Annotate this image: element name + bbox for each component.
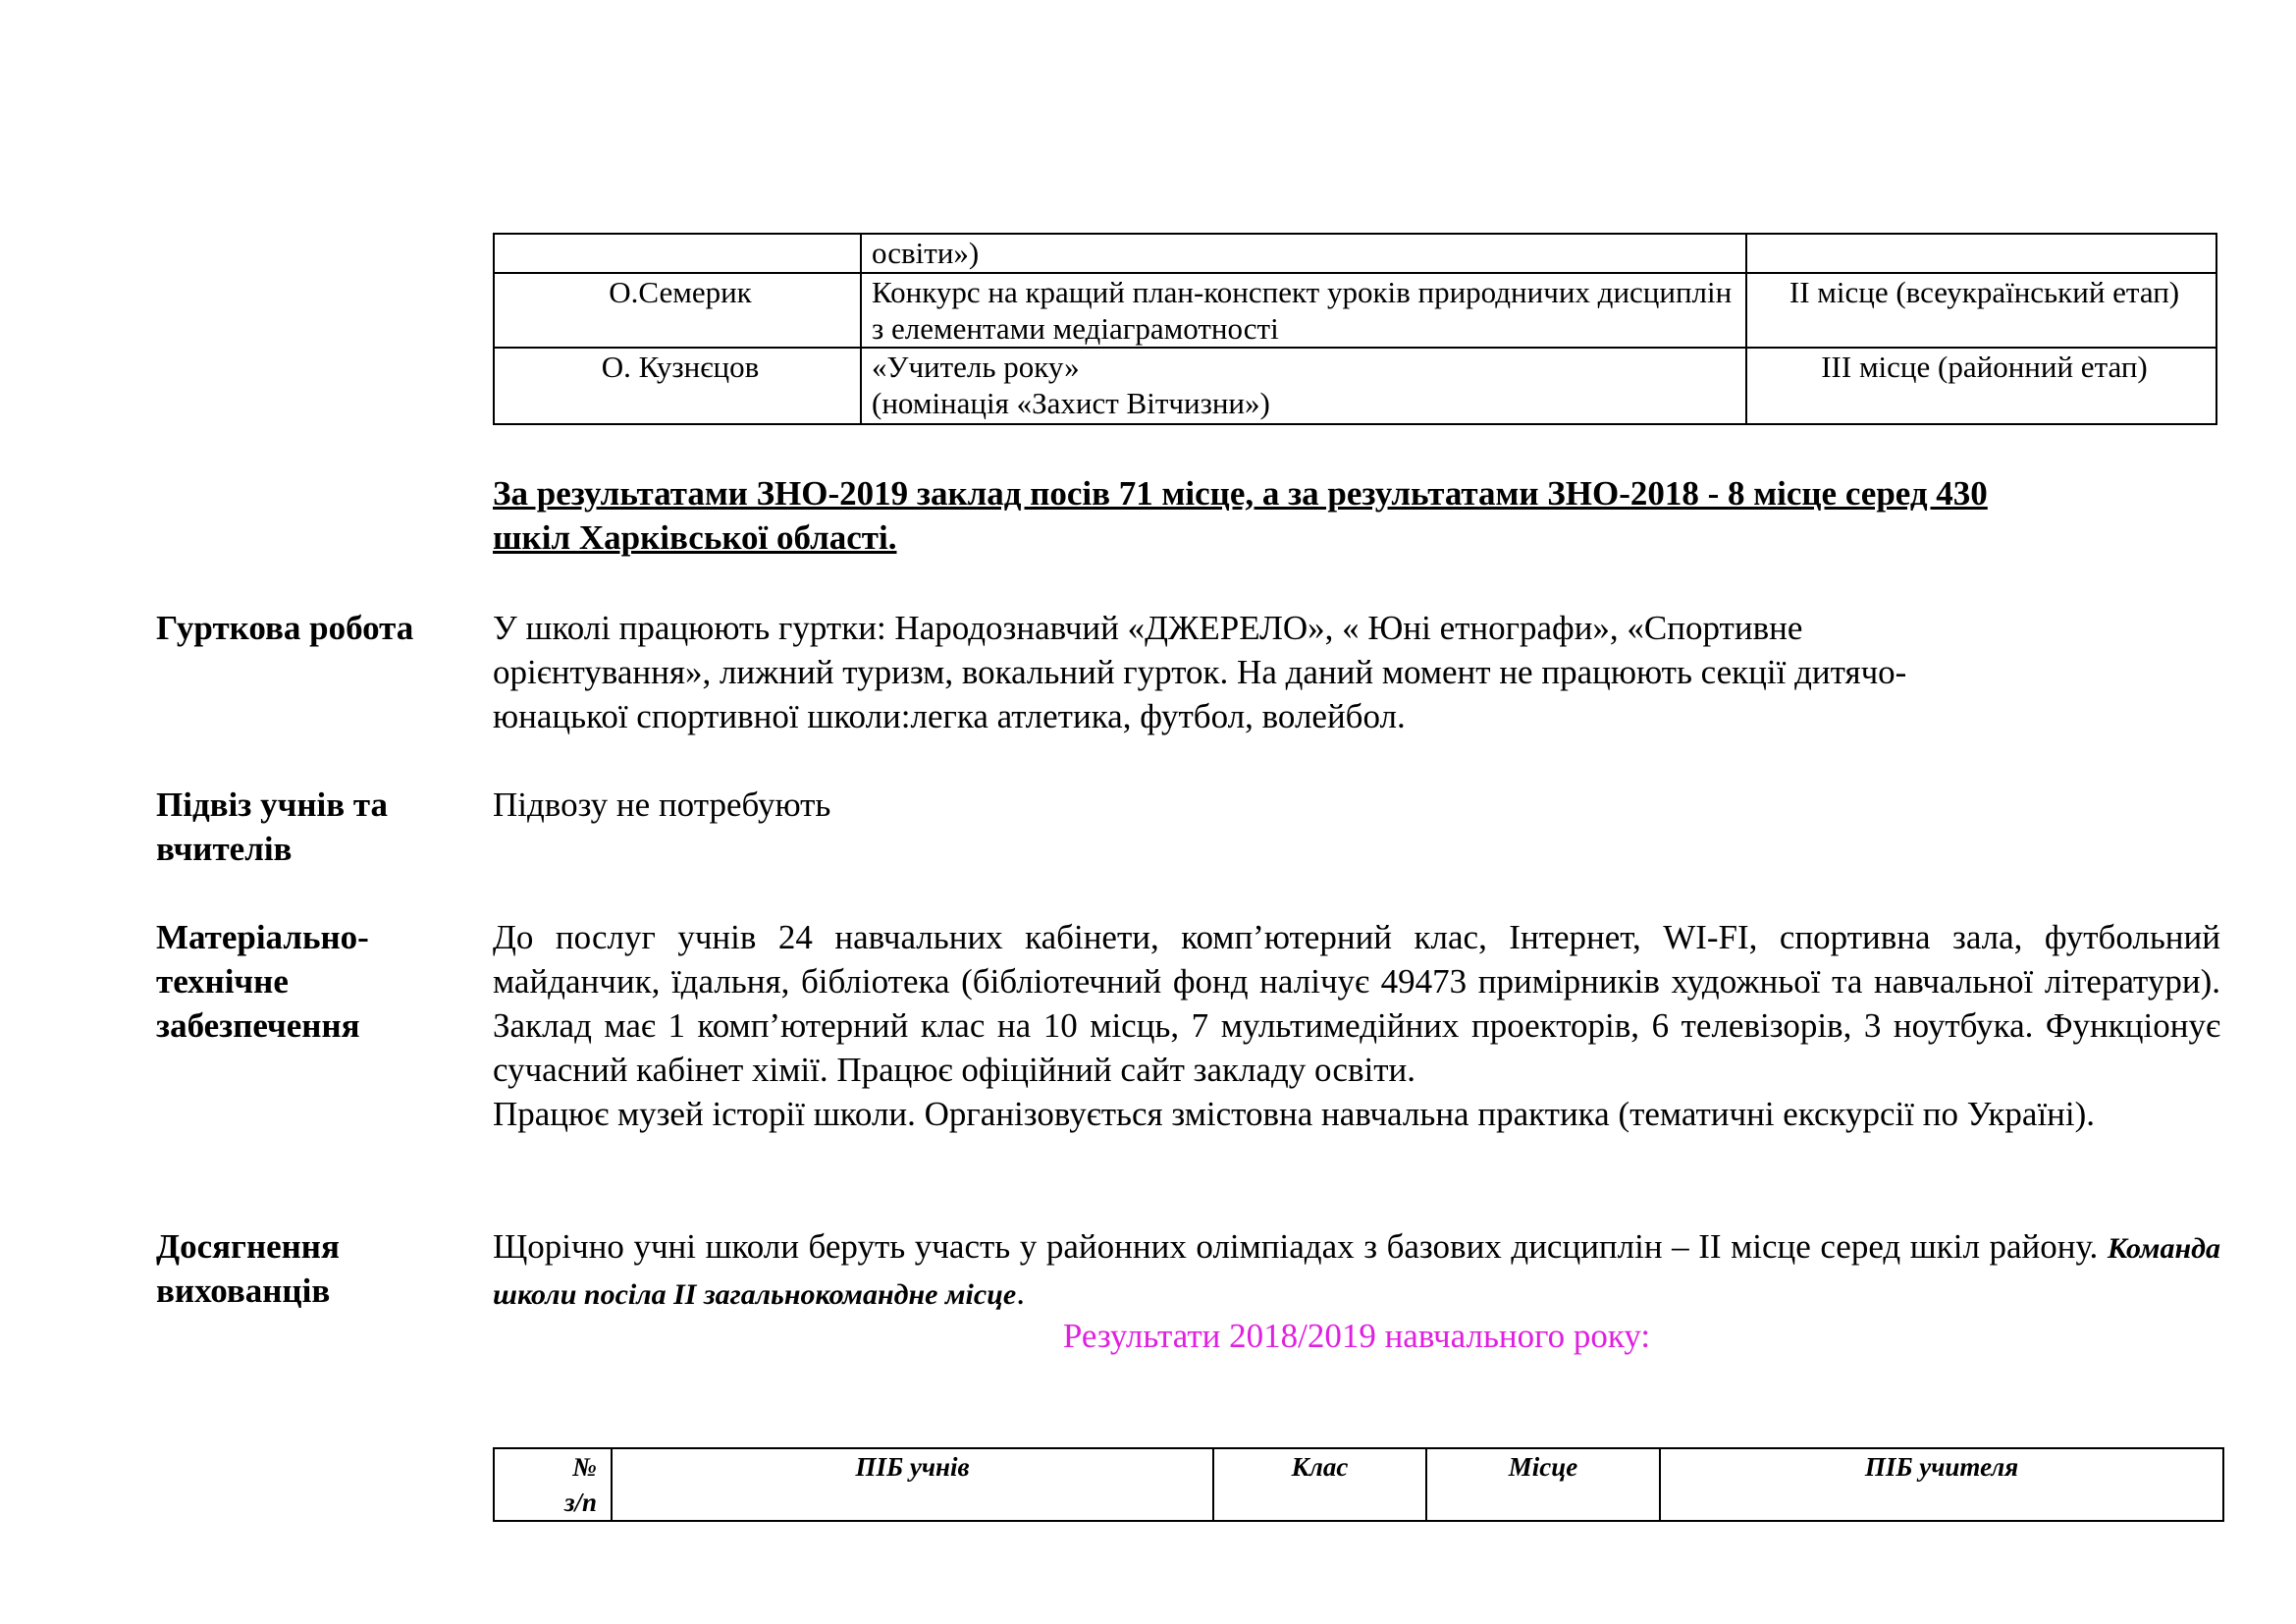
achievements-text: Щорічно учні школи беруть участь у районних олімпіадах з базових дисциплін – II місце серед шкіл району.: [493, 1227, 2108, 1266]
section-text-clubs: [493, 606, 2220, 738]
header-students: ПІБ учнів: [612, 1448, 1213, 1521]
header-num-line: з/п: [563, 1488, 597, 1517]
section-text-transport: Підвозу не потребують: [493, 785, 831, 824]
label-line: вихованців: [156, 1272, 331, 1310]
results-table: [493, 1447, 2224, 1522]
text-line: орієнтування», лижний туризм, вокальний гурток. На даний момент не працюють секції дитячо-: [493, 653, 1907, 691]
paragraph: До послуг учнів 24 навчальних кабінети, комп’ютерний клас, Інтернет, WI-FI, спортивна зала, футбольний майданчик, їдальня, бібліотека (бібліотечний фонд налічує 49473 примірників художньої та навчальної літератури). Заклад має 1 комп’ютерний клас на 10 місць, 7 мультимедійних проекторів, 6 телевізорів, 3 ноутбука. Функціонує сучасний кабінет хімії. Працює офіційний сайт закладу освіти.: [493, 918, 2220, 1089]
section-label-achievements: [156, 1224, 480, 1313]
header-place: Місце: [1426, 1448, 1660, 1521]
achievements-text-end: .: [1016, 1273, 1025, 1312]
label-line: вчителів: [156, 830, 293, 868]
section-label-transport: [156, 783, 480, 871]
section-label-facilities: [156, 915, 480, 1048]
label-line: Досягнення: [156, 1227, 340, 1266]
text-line: У школі працюють гуртки: Народознавчий «ДЖЕРЕЛО», « Юні етнографи», «Спортивне: [493, 609, 1803, 647]
text-line: юнацької спортивної школи:легка атлетика, футбол, волейбол.: [493, 697, 1406, 735]
awards-contest-cell: Конкурс на кращий план-конспект уроків природничих дисциплін з елементами медіаграмотності: [861, 273, 1746, 348]
awards-contest-cell: [861, 348, 1746, 424]
zno-line: шкіл Харківської області.: [493, 518, 897, 557]
header-teacher: ПІБ учителя: [1660, 1448, 2223, 1521]
awards-contest-cell: освіти»): [861, 234, 1746, 273]
results-title: Результати 2018/2019 навчального року:: [1062, 1317, 1651, 1355]
section-text-achievements: [493, 1224, 2220, 1317]
paragraph: Працює музей історії школи. Організовується змістовна навчальна практика (тематичні екскурсії по Україні).: [493, 1095, 2096, 1133]
zno-statement: [493, 471, 2220, 560]
contest-line: «Учитель року»: [872, 350, 1080, 384]
header-class: Клас: [1213, 1448, 1426, 1521]
awards-table: [493, 233, 2217, 425]
section-label-clubs: Гурткова робота: [156, 609, 414, 647]
table-row: [494, 348, 2216, 424]
label-line: забезпечення: [156, 1006, 360, 1045]
awards-result-cell: III місце (районний етап): [1746, 348, 2216, 424]
zno-line: За результатами ЗНО-2019 заклад посів 71 місце, а за результатами ЗНО-2018 - 8 місце серед 430: [493, 474, 1988, 513]
contest-line: (номінація «Захист Вітчизни»): [872, 386, 1270, 420]
awards-name-cell: О. Кузнєцов: [494, 348, 861, 424]
table-row: [494, 234, 2216, 273]
achievements-emphasis: Команда школи посіла II загальнокомандне місце: [493, 1232, 2220, 1311]
table-row: [494, 273, 2216, 348]
awards-name-cell: О.Семерик: [494, 273, 861, 348]
label-line: Матеріально-: [156, 918, 369, 956]
awards-result-cell: [1746, 234, 2216, 273]
awards-result-cell: II місце (всеукраїнський етап): [1746, 273, 2216, 348]
header-num-line: №: [572, 1452, 597, 1482]
table-header-row: [494, 1448, 2223, 1521]
label-line: Підвіз учнів та: [156, 785, 388, 824]
awards-name-cell: [494, 234, 861, 273]
section-text-facilities: [493, 915, 2220, 1136]
header-num: [494, 1448, 612, 1521]
label-line: технічне: [156, 962, 289, 1001]
